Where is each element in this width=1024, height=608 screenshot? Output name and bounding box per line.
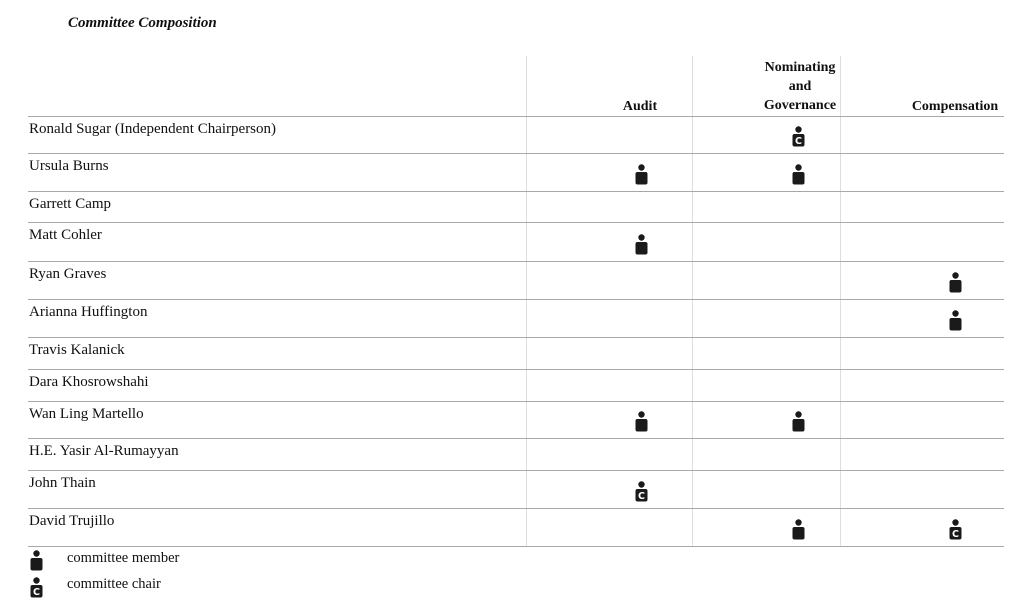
person-icon (635, 164, 648, 185)
person-chair-icon (792, 126, 805, 147)
person-icon (949, 272, 962, 293)
member-name: Wan Ling Martello (29, 406, 144, 422)
legend-chair-label: committee chair (67, 576, 161, 592)
header-compensation: Compensation (911, 99, 999, 114)
member-name: Travis Kalanick (29, 342, 125, 358)
row-divider (28, 438, 1004, 439)
row-divider (28, 222, 1004, 223)
column-divider (840, 56, 841, 546)
member-name: David Trujillo (29, 513, 115, 529)
person-icon (792, 411, 805, 432)
row-divider (28, 337, 1004, 338)
member-name: Matt Cohler (29, 227, 102, 243)
row-divider (28, 508, 1004, 509)
svg-text:C: C (638, 491, 645, 502)
row-divider (28, 470, 1004, 471)
person-chair-icon (949, 519, 962, 540)
member-name: H.E. Yasir Al-Rumayyan (29, 443, 179, 459)
person-chair-icon (30, 577, 43, 598)
row-divider (28, 299, 1004, 300)
header-nominating-line-2: and (788, 79, 812, 94)
row-divider (28, 546, 1004, 547)
column-divider (692, 56, 693, 546)
person-icon (949, 310, 962, 331)
header-nominating-line-1: Nominating (764, 60, 836, 75)
member-name: Garrett Camp (29, 196, 112, 212)
person-icon (792, 519, 805, 540)
member-name: Ryan Graves (29, 266, 107, 282)
person-icon (792, 164, 805, 185)
column-divider (526, 56, 527, 546)
row-divider (28, 369, 1004, 370)
member-name: John Thain (29, 475, 96, 491)
row-divider (28, 153, 1004, 154)
person-icon (635, 234, 648, 255)
svg-text:C: C (952, 529, 959, 540)
member-name: Ursula Burns (29, 158, 109, 174)
row-divider (28, 191, 1004, 192)
header-nominating-governance (750, 58, 850, 115)
header-nominating-line-3: Governance (763, 98, 837, 113)
person-chair-icon (635, 481, 648, 502)
header-audit: Audit (622, 99, 658, 114)
page-title: Committee Composition (68, 15, 217, 31)
member-name: Arianna Huffington (29, 304, 148, 320)
row-divider (28, 116, 1004, 117)
row-divider (28, 261, 1004, 262)
person-icon (30, 550, 43, 571)
svg-text:C: C (795, 136, 802, 147)
member-name: Dara Khosrowshahi (29, 374, 149, 390)
person-icon (635, 411, 648, 432)
legend-member-label: committee member (67, 550, 180, 566)
member-name: Ronald Sugar (Independent Chairperson) (29, 121, 277, 137)
svg-text:C: C (33, 587, 40, 598)
row-divider (28, 401, 1004, 402)
